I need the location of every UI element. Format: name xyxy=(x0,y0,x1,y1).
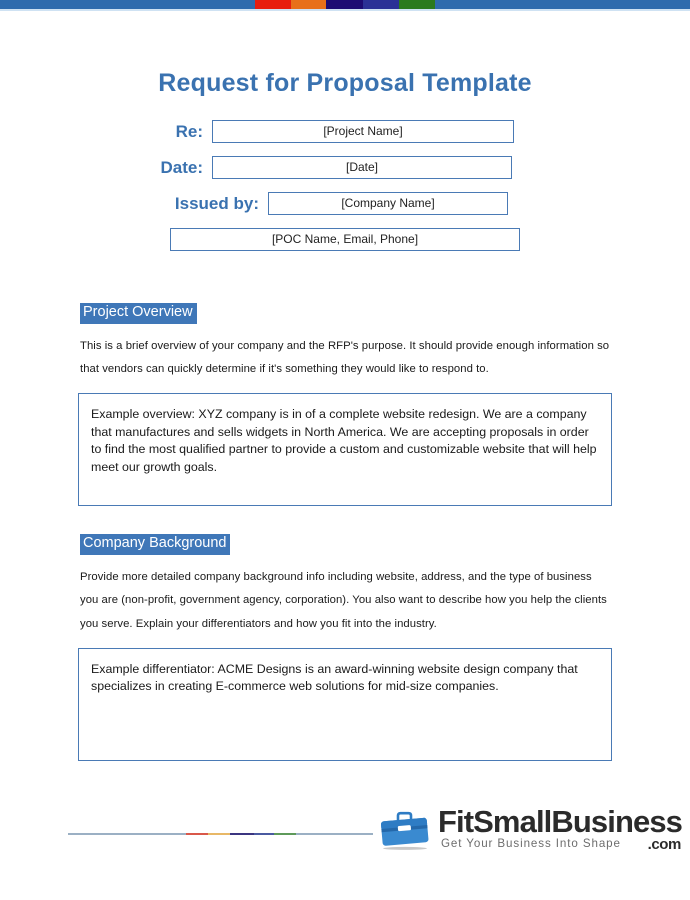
header-form-block xyxy=(0,120,690,251)
section-description-company-background: Provide more detailed company background info including website, address, and the type of business you are (non-profit, government agency, corporation). You also want to describe how you help the clients you serve. Explain your differentiators and how you fit into the industry. xyxy=(80,571,607,630)
section-spacer xyxy=(78,506,612,534)
top-bar-segment-red xyxy=(255,0,291,9)
footer-rule-segment-red xyxy=(186,833,208,835)
footer-rule-spacer xyxy=(68,833,186,835)
section-heading-project-overview: Project Overview xyxy=(80,303,197,324)
top-bar-segment-orange xyxy=(291,0,326,9)
top-bar-segment-blue xyxy=(363,0,399,9)
footer-rule-segment-blue xyxy=(254,833,274,835)
section-heading-company-background: Company Background xyxy=(80,534,230,555)
field-label-date: Date: xyxy=(160,157,203,177)
section-project-overview xyxy=(78,303,612,506)
top-color-bar xyxy=(0,0,690,9)
logo-tld-text: .com xyxy=(647,835,681,853)
field-label-re: Re: xyxy=(175,121,203,141)
section-description-project-overview: This is a brief overview of your company and the RFP's purpose. It should provide enough information so that vendors can quickly determine if it's something they would like to respond to. xyxy=(80,339,610,376)
briefcase-icon xyxy=(378,810,432,852)
field-input-poc[interactable]: [POC Name, Email, Phone] xyxy=(170,228,520,251)
top-bar-left-fill xyxy=(0,0,255,9)
field-input-issued-by[interactable]: [Company Name] xyxy=(268,192,508,215)
form-row-issued-by xyxy=(0,192,690,215)
field-input-re[interactable]: [Project Name] xyxy=(212,120,514,143)
page-title: Request for Proposal Template xyxy=(158,69,532,97)
document-page xyxy=(0,11,690,900)
top-bar-segment-green xyxy=(399,0,435,9)
logo-brand-text: FitSmallBusiness xyxy=(437,804,682,839)
field-input-date[interactable]: [Date] xyxy=(212,156,512,179)
document-content xyxy=(0,303,690,761)
logo-wordmark-group xyxy=(437,804,682,853)
field-label-issued-by: Issued by: xyxy=(174,193,259,213)
form-row-poc xyxy=(0,228,690,251)
footer-rule-segment-orange xyxy=(208,833,230,835)
form-row-date xyxy=(0,156,690,179)
page-footer xyxy=(0,806,690,872)
fitsmallbusiness-logo xyxy=(378,806,682,852)
top-bar-segment-navy xyxy=(326,0,363,9)
footer-divider-rule xyxy=(68,833,373,835)
logo-tagline-text: Get Your Business Into Shape xyxy=(440,837,621,850)
section-company-background xyxy=(78,534,612,760)
footer-rule-segment-navy xyxy=(230,833,254,835)
example-box-project-overview[interactable]: Example overview: XYZ company is in of a complete website redesign. We are a company that manufactures and sells widgets in North America. We are accepting proposals in order to find the most qualified partner to provide a custom and customizable website that will help meet our growth goals. xyxy=(78,393,612,506)
footer-rule-segment-green xyxy=(274,833,296,835)
example-box-company-background[interactable]: Example differentiator: ACME Designs is an award-winning website design company that specializes in creating E-commerce web solutions for mid-size companies. xyxy=(78,648,612,761)
form-row-re xyxy=(0,120,690,143)
